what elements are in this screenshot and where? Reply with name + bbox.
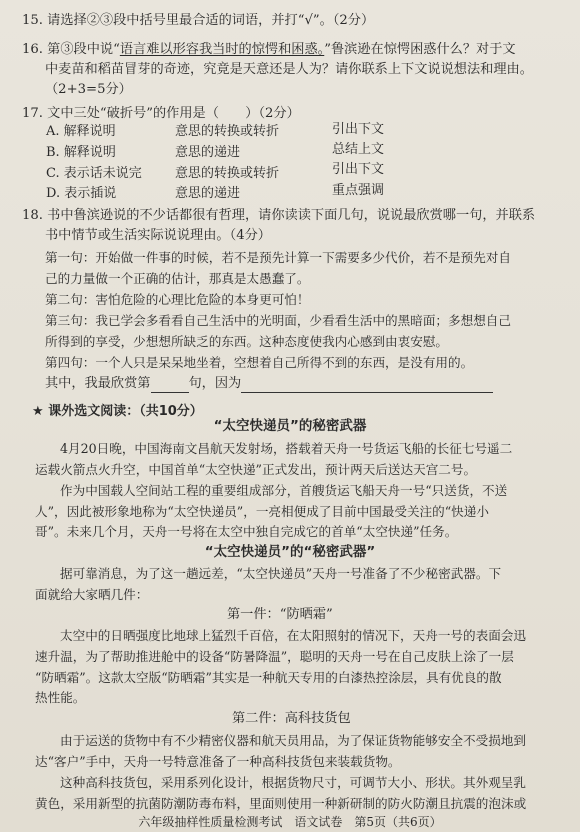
star-icon: ★ — [32, 404, 44, 419]
sentence-line-3: 第二句：害怕危险的心理比危险的本身更可怕！ — [45, 292, 310, 307]
article-line: 作为中国载人空间站工程的重要组成部分，首艘货运飞船天舟一号“只送货，不送 — [60, 483, 508, 498]
article-line: 这种高科技货包，采用系列化设计，根据货物尺寸，可调节大小、形状。其外观呈乳 — [60, 775, 526, 790]
answer-blank-number[interactable] — [151, 376, 189, 393]
quoted-sentence: 语言难以形容我当时的惊愕和困惑。 — [119, 42, 325, 57]
article-line: 4月20日晚，中国海南文昌航天发射场，搭载着天舟一号货运飞船的长征七号遥二 — [60, 441, 513, 456]
answer-prefix: 其中，我最欣赏第 — [45, 376, 151, 391]
option-c-col3: 引出下文 — [332, 162, 385, 177]
sentence-line-2: 己的力量做一个正确的估计，那真是太愚蠢了。 — [45, 271, 310, 286]
question-18-stem-1: 18. 书中鲁滨逊说的不少话都很有哲理，请你读读下面几句，说说最欣赏哪一句，并联系 — [22, 208, 536, 223]
answer-mid: 句，因为 — [188, 376, 242, 391]
article-line: 人”，因此被形象地称为“太空快递员”，一亮相便成了目前中国最受关注的“快递小 — [35, 504, 489, 519]
article-line: 运载火箭点火升空，中国首单“太空快递”正式发出，预计两天后送达天宫二号。 — [35, 462, 477, 477]
option-c-col2: 意思的转换或转折 — [175, 166, 280, 181]
article-line: 速升温，为了帮助推进舱中的设备“防暑降温”，聪明的天舟一号在自己皮肤上涂了一层 — [35, 649, 514, 664]
article-line: 由于运送的货物中有不少精密仪器和航天员用品，为了保证货物能够安全不受损地到 — [60, 733, 526, 748]
option-c-letter: C. 表示话未说完 — [46, 166, 142, 181]
option-b-col3: 总结上文 — [332, 142, 385, 157]
question-16-line-1 — [22, 42, 516, 58]
page-footer: 六年级抽样性质量检测考试 语文试卷 第5页（共6页） — [138, 815, 442, 829]
option-a-letter: A. 解释说明 — [46, 124, 116, 139]
article-line: 据可靠消息，为了这一趟远差，“太空快递员”天舟一号准备了不少秘密武器。下 — [60, 566, 502, 581]
question-16-text: 16. 第③段中说“语言难以形容我当时的惊愕和困惑。”鲁滨逊在惊愕困惑什么？对于文 — [22, 42, 516, 57]
sentence-line-5: 所得到的享受，少想想所缺乏的东西。这种态度使我内心感到由衷安慰。 — [45, 334, 448, 349]
answer-line — [45, 376, 493, 393]
option-d-letter: D. 表示插说 — [46, 186, 117, 201]
sentence-line-6: 第四句：一个人只是呆呆地坐着，空想着自己所得不到的东西，是没有用的。 — [45, 355, 474, 370]
question-17-stem: 17. 文中三处“破折号”的作用是（ ）（2分） — [22, 106, 300, 121]
item-1-title: 第一件：“防晒霜” — [227, 607, 333, 622]
sentence-line-1: 第一句：开始做一件事的时候，若不是预先计算一下需要多少代价，若不是预先对自 — [45, 250, 511, 265]
article-title: “太空快递员”的秘密武器 — [213, 418, 367, 434]
article-line: 面就给大家晒几件： — [35, 587, 149, 602]
article-line: 黄色，采用新型的抗菌防潮防毒布料，里面则使用一种新研制的防火防潮且抗震的泡沫或 — [35, 796, 527, 811]
option-d-col2: 意思的递进 — [175, 186, 241, 201]
article-line: 太空中的日晒强度比地球上猛烈千百倍，在太阳照射的情况下，天舟一号的表面会迅 — [60, 628, 526, 643]
section-label: 课外选文阅读：（共10分） — [48, 404, 203, 419]
item-2-title: 第二件：高科技货包 — [232, 711, 351, 726]
option-a-col2: 意思的转换或转折 — [175, 124, 280, 139]
answer-blank-reason[interactable] — [241, 376, 493, 393]
question-16-line-2: 中麦苗和稻苗冒芽的奇迹，究竟是天意还是人为？请你联系上下文说说想法和理由。 — [45, 62, 533, 77]
article-subtitle: “太空快递员”的“秘密武器” — [204, 544, 376, 560]
option-b-col2: 意思的递进 — [175, 145, 241, 160]
article-line: 热性能。 — [35, 690, 86, 705]
article-line: 哥”。未来几个月，天舟一号将在太空中独自完成它的首单“太空快递”任务。 — [35, 524, 458, 539]
question-15: 15. 请选择②③段中括号里最合适的词语，并打“√”。（2分） — [22, 13, 375, 28]
option-a-col3: 引出下文 — [332, 122, 385, 137]
question-16-line-3: （2+3=5分） — [45, 82, 132, 97]
option-b-letter: B. 解释说明 — [46, 145, 116, 160]
sentence-line-4: 第三句：我已学会多看看自己生活中的光明面，少看看生活中的黑暗面；多想想自己 — [45, 313, 511, 328]
article-line: “防晒霜”。这款太空版“防晒霜”其实是一种航天专用的白漆热控涂层，具有优良的散 — [35, 670, 502, 685]
option-d-col3: 重点强调 — [332, 183, 385, 198]
article-line: 达“客户”手中，天舟一号特意准备了一种高科技货包来装载货物。 — [35, 754, 401, 769]
question-18-stem-2: 书中情节或生活实际说说理由。（4分） — [45, 228, 271, 243]
